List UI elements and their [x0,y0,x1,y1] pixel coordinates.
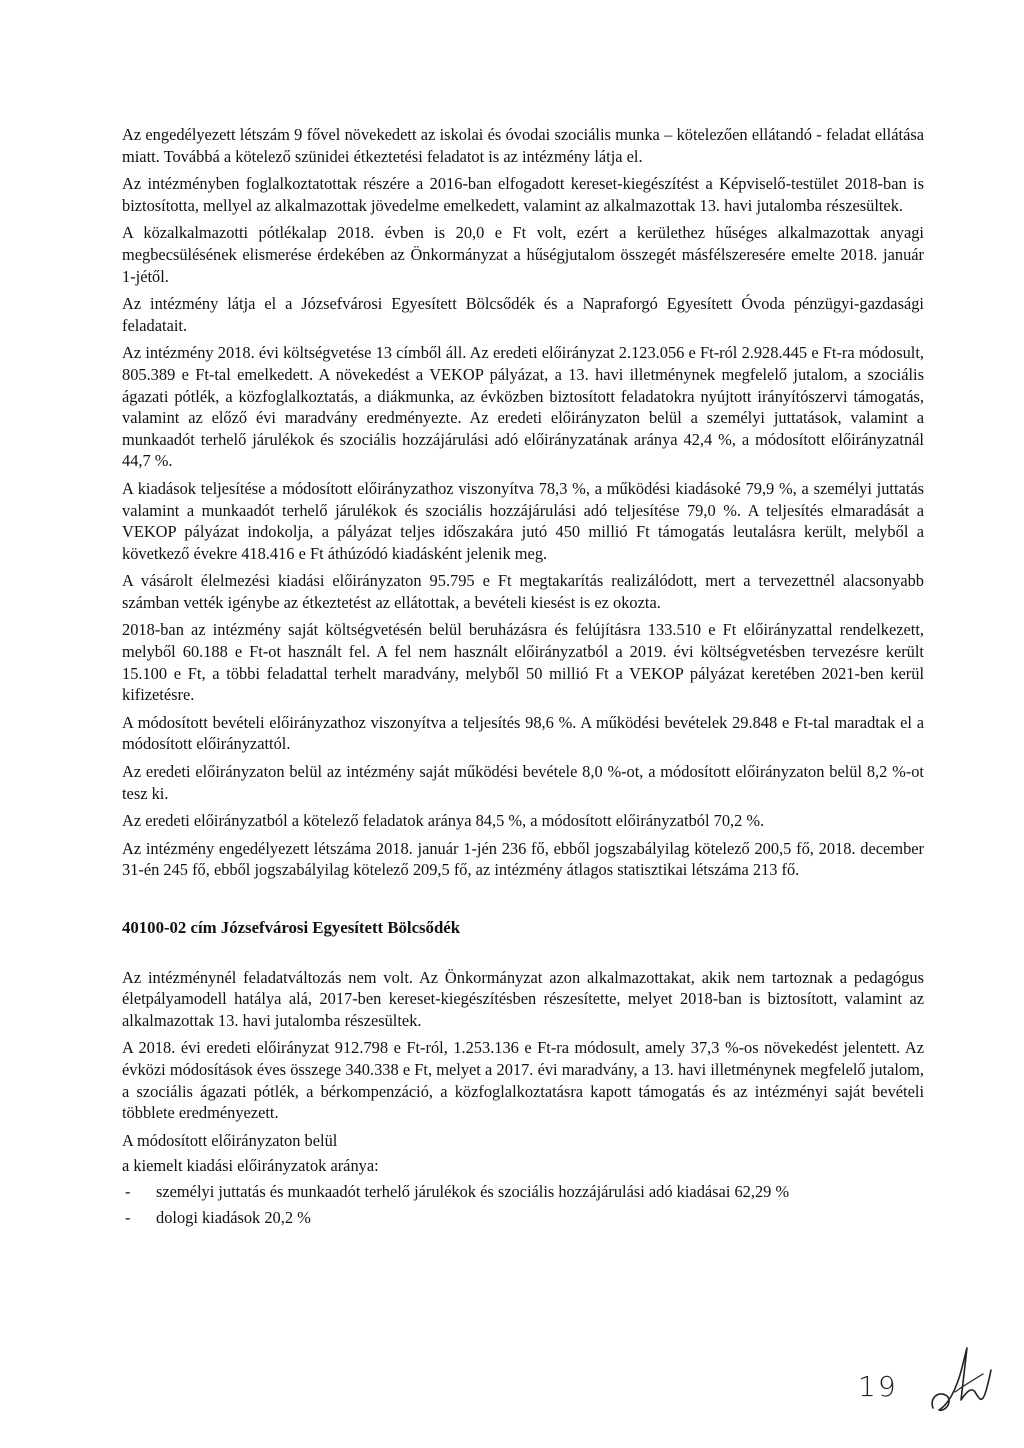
dash-marker: - [125,1181,131,1201]
paragraph-budget-overview: Az intézmény 2018. évi költségvetése 13 címből áll. Az eredeti előirányzat 2.123.056 e Ft-ról 2.928.445 e Ft-ra módosult, 805.389 e Ft-tal emelkedett. A növekedést a VEKOP pályázat, a 13. havi illetménynek megfelelő jutalom, a szociális ágazati pótlék, a közfoglalkoztatás, a diákmunka, az évközben biztosított feladatokra nyújtott irányítószervi támogatás, valamint az előző évi maradvány eredményezte. Az eredeti előirányzaton belül a személyi juttatások, valamint a munkaadót terhelő járulékok és szociális hozzájárulási adó előirányzatának aránya 42,4 %, a módosított előirányzatnál 44,7 %. [122,343,924,471]
paragraph-headcount: Az intézmény engedélyezett létszáma 2018. január 1-jén 236 fő, ebből jogszabályilag kötelező 200,5 fő, 2018. december 31-én 245 fő, ebből jogszabályilag kötelező 209,5 fő, az intézmény átlagos statisztikai létszáma 213 fő. [122,838,924,880]
paragraph-investment: 2018-ban az intézmény saját költségvetésén belül beruházásra és felújításra 133.510 e Ft előirányzattal rendelkezett, melyből 60.188 e Ft-ot használt fel. A fel nem használt előirányzatból a 2019. évi költségvetésben tervezésre került 15.100 e Ft, a többi feladattal terhelt maradvány, melyből 50 millió Ft a VEKOP pályázat keretében 2021-ben kerül kifizetésre. [122,620,924,705]
document-body [122,124,924,1232]
paragraph-nursery-budget: A 2018. évi eredeti előirányzat 912.798 e Ft-ról, 1.253.136 e Ft-ra módosult, amely 37,3 %-os növekedést jelentett. Az évközi módosítások éves összege 340.338 e Ft, melyet a 2017. évi maradvány, a 13. havi illetménynek megfelelő jutalom, a szociális ágazati pótlék, a bérkompenzáció, a közfoglalkoztatásra kapott támogatás és az intézményi saját bevételi többlete eredményezett. [122,1038,924,1123]
paragraph-mandatory-tasks: Az eredeti előirányzatból a kötelező feladatok aránya 84,5 %, a módosított előirányzatból 70,2 %. [122,811,765,831]
dash-marker: - [125,1207,131,1227]
expenditure-ratio-list [122,1181,924,1228]
paragraph-expenditure-performance: A kiadások teljesítése a módosított előirányzathoz viszonyítva 78,3 %, a működési kiadásoké 79,9 %, a személyi juttatás valamint a munkaadót terhelő járulékok és szociális hozzájárulási adó teljesítése 79,0 %. A teljesítés elmaradását a VEKOP pályázat indokolja, a pályázat teljes időszakára jutó 450 millió Ft támogatás leutalásra került, melyből a következő évekre 418.416 e Ft áthúzódó kiadásként jelenik meg. [122,478,924,563]
paragraph-own-revenue: Az eredeti előirányzaton belül az intézmény saját működési bevétele 8,0 %-ot, a módosított előirányzaton belül 8,2 %-ot tesz ki. [122,762,924,803]
paragraph-salary-supplement: Az intézményben foglalkoztatottak részére a 2016-ban elfogadott kereset-kiegészítést a Képviselő-testület 2018-ban is biztosította, mellyel az alkalmazottak jövedelme emelkedett, valamint az alkalmazottak 13. havi jutalomba részesültek. [122,174,924,215]
paragraph-financial-tasks: Az intézmény látja el a Józsefvárosi Egyesített Bölcsődék és a Napraforgó Egyesített Óvoda pénzügyi-gazdasági feladatait. [122,294,924,335]
paragraph-staff-increase: Az engedélyezett létszám 9 fővel növekedett az iskolai és óvodai szociális munka – kötelezően ellátandó - feladat ellátása miatt. Továbbá a kötelező szünidei étkeztetési feladatot is az intézmény látja el. [122,125,924,166]
list-item-text: személyi juttatás és munkaadót terhelő járulékok és szociális hozzájárulási adó kiadásai 62,29 % [156,1181,790,1201]
intro-line-modified: A módosított előirányzaton belül [122,1130,338,1150]
list-item-text: dologi kiadások 20,2 % [156,1207,311,1227]
intro-line-ratio: a kiemelt kiadási előirányzatok aránya: [122,1156,379,1176]
list-item [122,1207,924,1229]
page-number: 19 [858,1370,898,1403]
paragraph-catering-savings: A vásárolt élelmezési kiadási előirányzaton 95.795 e Ft megtakarítás realizálódott, mert a tervezettnél alacsonyabb számban vették igénybe az étkeztetést az ellátottak, a bevételi kiesést is ez okozta. [122,571,924,612]
paragraph-revenue-performance: A módosított bevételi előirányzathoz viszonyítva a teljesítés 98,6 %. A működési bevételek 29.848 e Ft-tal maradtak el a módosított előirányzattól. [122,712,924,754]
list-item [122,1181,924,1203]
handwritten-signature [925,1340,995,1420]
section-heading: 40100-02 cím Józsefvárosi Egyesített Bölcsődék [122,918,461,937]
paragraph-allowance-fund: A közalkalmazotti pótlékalap 2018. évben is 20,0 e Ft volt, ezért a kerülethez hűséges alkalmazottak anyagi megbecsülésének elismerése érdekében az Önkormányzat a hűségjutalom összegét másfélszeresére emelte 2018. január 1-jétől. [122,223,924,286]
paragraph-nursery-tasks: Az intézménynél feladatváltozás nem volt. Az Önkormányzat azon alkalmazottakat, akik nem tartoznak a pedagógus életpályamodell hatálya alá, 2017-ben kereset-kiegészítésben részesítette, melyet 2018-ban is biztosított, valamint az alkalmazottak 13. havi jutalomba részesültek. [122,967,924,1030]
